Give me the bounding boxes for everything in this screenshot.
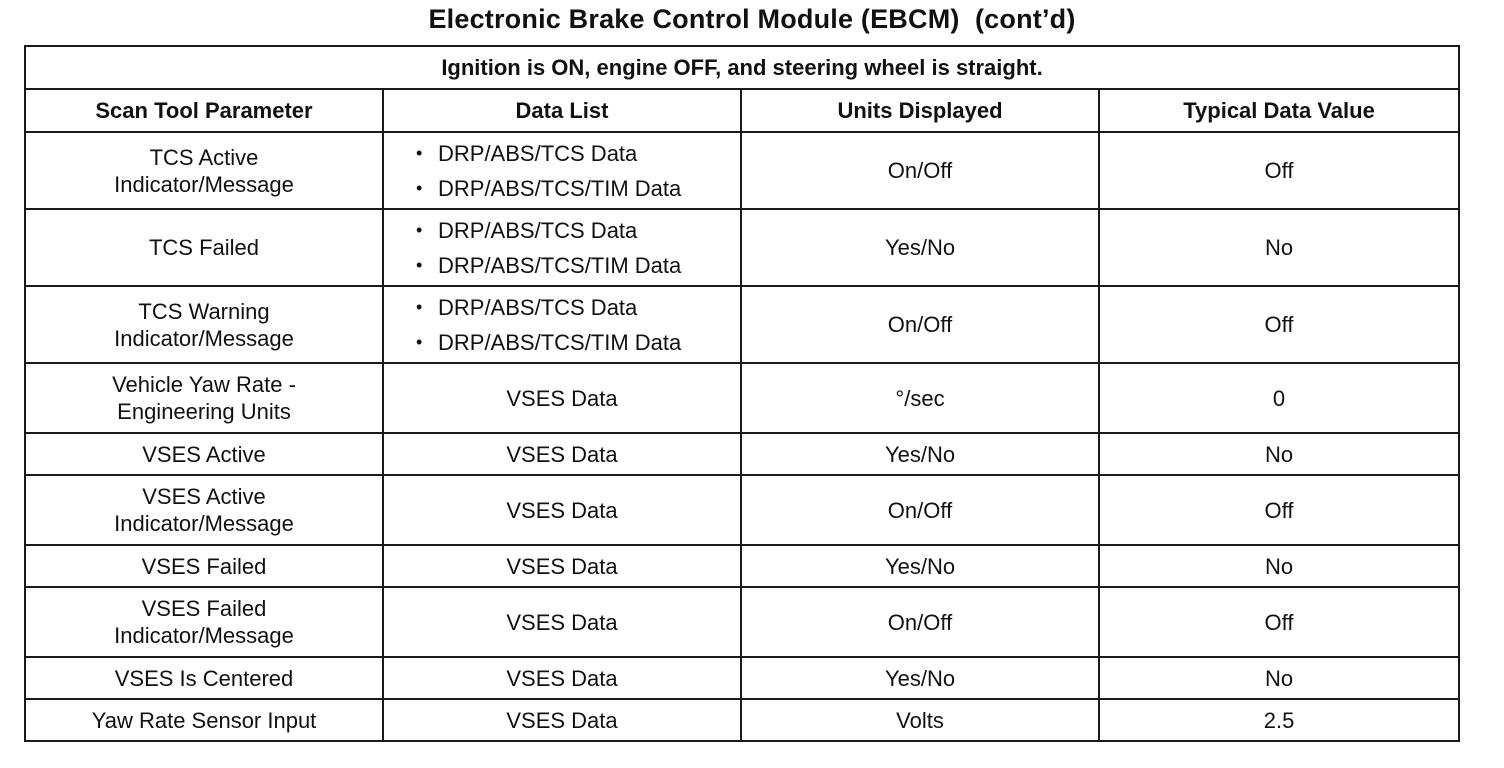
value-cell: 0 [1099, 363, 1459, 433]
column-header-value: Typical Data Value [1099, 89, 1459, 132]
data-list-cell: VSES Data [383, 587, 741, 657]
units-cell: On/Off [741, 587, 1099, 657]
value-cell: No [1099, 657, 1459, 699]
parameter-cell: VSES Is Centered [25, 657, 383, 699]
units-cell: Yes/No [741, 433, 1099, 475]
units-cell: °/sec [741, 363, 1099, 433]
data-list-item: • DRP/ABS/TCS Data [416, 213, 740, 248]
parameter-cell: Yaw Rate Sensor Input [25, 699, 383, 741]
units-cell: Yes/No [741, 657, 1099, 699]
parameter-cell: TCS Failed [25, 209, 383, 286]
parameter-cell: VSES Failed [25, 545, 383, 587]
data-list-item: • DRP/ABS/TCS/TIM Data [416, 248, 740, 283]
column-header-parameter: Scan Tool Parameter [25, 89, 383, 132]
units-cell: Volts [741, 699, 1099, 741]
data-list-cell [383, 132, 741, 209]
table-row [25, 363, 1459, 433]
units-cell: On/Off [741, 132, 1099, 209]
units-cell: Yes/No [741, 209, 1099, 286]
data-list-cell: VSES Data [383, 363, 741, 433]
data-list-item: • DRP/ABS/TCS/TIM Data [416, 171, 740, 206]
column-header-units: Units Displayed [741, 89, 1099, 132]
parameter-cell: Vehicle Yaw Rate - Engineering Units [25, 363, 383, 433]
table-row [25, 475, 1459, 545]
table-row [25, 657, 1459, 699]
table-row [25, 433, 1459, 475]
value-cell: 2.5 [1099, 699, 1459, 741]
units-cell: On/Off [741, 475, 1099, 545]
table-row [25, 587, 1459, 657]
page-title: Electronic Brake Control Module (EBCM) (cont’d) [428, 4, 1076, 34]
value-cell: No [1099, 545, 1459, 587]
data-list-cell: VSES Data [383, 475, 741, 545]
table-row [25, 699, 1459, 741]
data-list-cell: VSES Data [383, 545, 741, 587]
table-row [25, 132, 1459, 209]
value-cell: Off [1099, 286, 1459, 363]
data-list-item: • DRP/ABS/TCS Data [416, 136, 740, 171]
condition-row [25, 46, 1459, 89]
data-list-item: • DRP/ABS/TCS/TIM Data [416, 325, 740, 360]
data-list-cell: VSES Data [383, 657, 741, 699]
table-row [25, 545, 1459, 587]
value-cell: Off [1099, 475, 1459, 545]
value-cell: Off [1099, 132, 1459, 209]
condition-text: Ignition is ON, engine OFF, and steering wheel is straight. [25, 46, 1459, 89]
parameter-cell: VSES Active [25, 433, 383, 475]
parameter-cell: TCS Warning Indicator/Message [25, 286, 383, 363]
data-list-cell: VSES Data [383, 699, 741, 741]
data-list-item: • DRP/ABS/TCS Data [416, 290, 740, 325]
header-row [25, 89, 1459, 132]
value-cell: No [1099, 433, 1459, 475]
data-list-cell: VSES Data [383, 433, 741, 475]
value-cell: No [1099, 209, 1459, 286]
data-list-cell [383, 286, 741, 363]
data-table [24, 45, 1460, 742]
parameter-cell: VSES Failed Indicator/Message [25, 587, 383, 657]
parameter-cell: TCS Active Indicator/Message [25, 132, 383, 209]
units-cell: Yes/No [741, 545, 1099, 587]
parameter-cell: VSES Active Indicator/Message [25, 475, 383, 545]
table-row [25, 209, 1459, 286]
data-list-cell [383, 209, 741, 286]
value-cell: Off [1099, 587, 1459, 657]
table-row [25, 286, 1459, 363]
column-header-data-list: Data List [383, 89, 741, 132]
units-cell: On/Off [741, 286, 1099, 363]
